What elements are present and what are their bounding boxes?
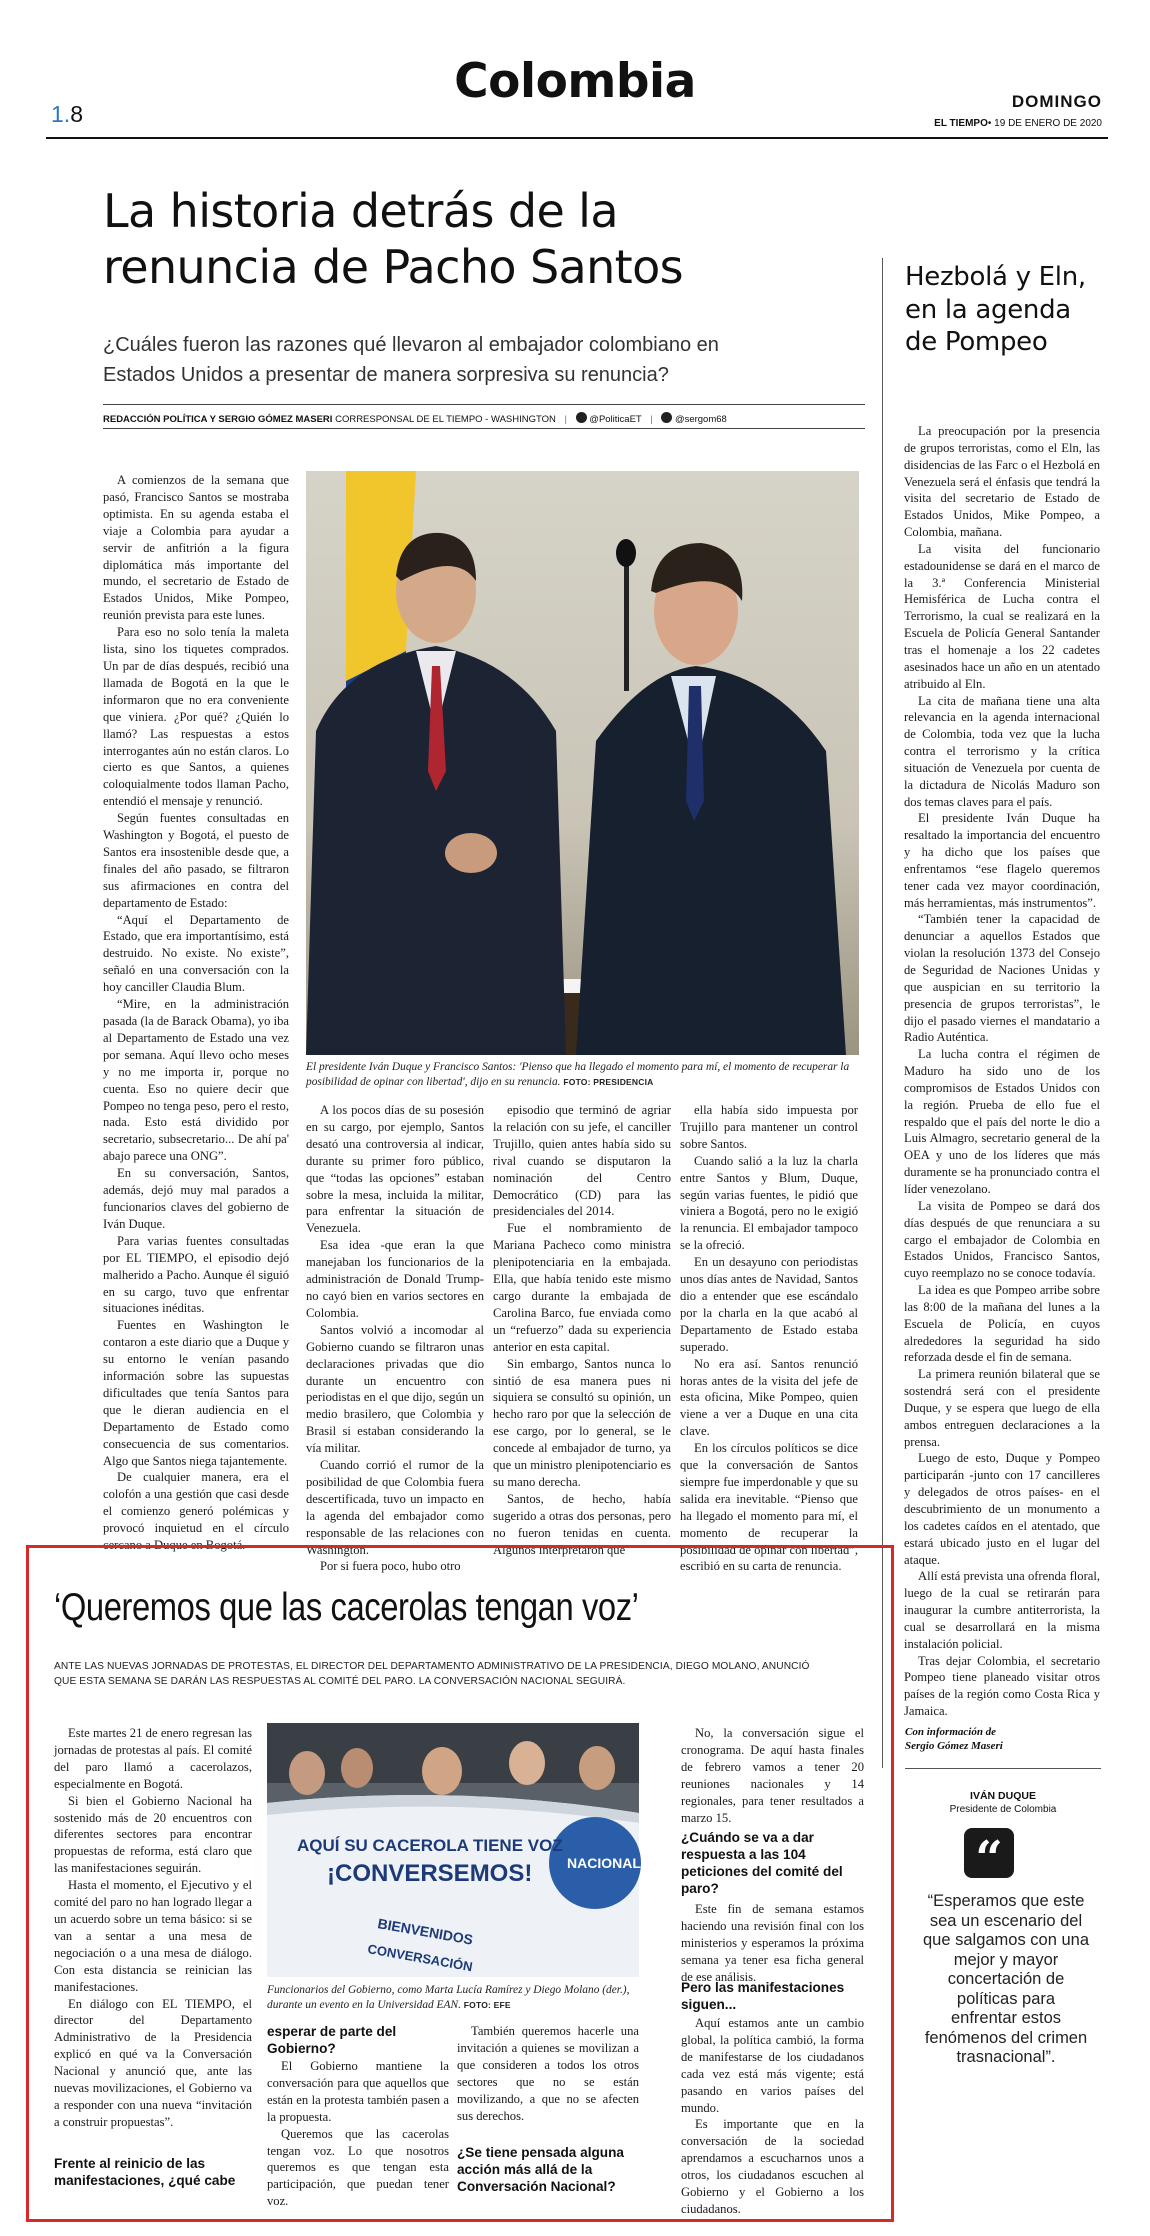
- interview-column-4a: [681, 1725, 864, 1835]
- sidebar-title: Hezbolá y Eln, en la agenda de Pompeo: [905, 262, 1086, 357]
- paragraph: La primera reunión bilateral que se sostendrá será con el presidente Duque, y se espera que luego de ella ambos entreguen declaraciones a la prensa.: [904, 1367, 1100, 1449]
- brand-name: EL TIEMPO: [934, 118, 988, 129]
- quote-attribution: [905, 1790, 1101, 1816]
- byline-separator: |: [564, 414, 568, 425]
- paragraph: Es importante que en la conversación de la sociedad aprendamos a escucharnos unos a otros, los ciudadanos escuchen al Gobierno y el Gobierno a los ciudadanos.: [681, 2117, 864, 2216]
- edition-date-line: [934, 118, 1102, 129]
- headline: La historia detrás de la renuncia de Pacho Santos: [103, 184, 684, 294]
- byline-role: CORRESPONSAL DE EL TIEMPO - WASHINGTON: [335, 414, 556, 425]
- paragraph: Luego de esto, Duque y Pompeo participarán -junto con 17 cancilleres y delegados de otros países- en el descubrimiento de un monumento a los cadetes caídos en el atentado, que estará ubicado justo en el lugar del ataque.: [904, 1451, 1100, 1567]
- interview-column-4c: [681, 2015, 864, 2215]
- byline: [103, 412, 727, 425]
- paragraph: La lucha contra el régimen de Maduro ha sido uno de los compromisos de Estados Unidos con la región. Prueba de ello fue el respaldo que el país del norte le dio a Luis Almagro, secretario general de la OEA y uno de los líderes que más duramente se ha pronunciado contra el líder venezolano.: [904, 1047, 1100, 1196]
- interview-question-3: ¿Cuándo se va a dar respuesta a las 104 peticiones del comité del paro?: [681, 1830, 843, 1896]
- main-column-1: [103, 472, 289, 1553]
- quote-name: IVÁN DUQUE: [970, 1790, 1036, 1802]
- paragraph: episodio que terminó de agriar la relación con su jefe, el canciller Trujillo, quien antes había sido su rival cuando se disputaron la nominación del Centro Democrático (CD) para las presidenciales del 2014.: [493, 1103, 671, 1219]
- interview-question-4: Pero las manifestaciones siguen...: [681, 1980, 845, 2012]
- interview-column-4b: [681, 1901, 864, 1984]
- subheadline: ¿Cuáles fueron las razones qué llevaron al embajador colombiano en Estados Unidos a presentar de manera sorpresiva su renuncia?: [103, 334, 719, 386]
- paragraph: En diálogo con EL TIEMPO, el director del Departamento Administrativo de la Presidencia explicó en qué va la Conversación Nacional y anunció que, ante las nuevas movilizaciones, el Gobierno va a responder con una nueva “invitación a construir propuestas”.: [54, 1996, 252, 2129]
- banner-text-3: BIENVENIDOS: [376, 1915, 475, 1948]
- paragraph: En los círculos políticos se dice que la conversación de Santos siempre fue imperdonable y que su salida era inevitable. “Pienso que ha llegado el momento para mí, el momento de recuperar la posibilidad de opinar con libertad”, escribió en su carta de renuncia.: [680, 1441, 859, 1574]
- main-photo-credit: FOTO: PRESIDENCIA: [563, 1076, 654, 1087]
- byline-top-rule: [103, 404, 865, 405]
- paragraph: Este fin de semana estamos haciendo una revisión final con los ministerios y esperamos la próxima semana ya tener esa ficha general de ese análisis.: [681, 1902, 864, 1984]
- paragraph: La idea es que Pompeo arribe sobre las 8:00 de la mañana del lunes a la Escuela de Policía, en cuyos alrededores la seguridad ha sido reforzada desde el fin de semana.: [904, 1283, 1100, 1365]
- paragraph: Esa idea -que eran la que manejaban los funcionarios de la administración de Donald Trump- no cayó bien en varios sectores en Colombia.: [306, 1238, 484, 1320]
- paragraph: También queremos hacerle una invitación a quienes se movilizan a que consideren a todos los otros sectores que no se están movilizando, a que no se afecten sus derechos.: [457, 2024, 639, 2123]
- paragraph: Queremos que las cacerolas tengan voz. Lo que nosotros queremos es que tengan esta participación, que puedan tener voz.: [267, 2126, 449, 2209]
- interview-column-1: [54, 1725, 252, 2153]
- header-rule: [46, 137, 1108, 139]
- interview-photo-credit: FOTO: EFE: [463, 1999, 511, 2010]
- interview-photo-caption-text: Funcionarios del Gobierno, como Marta Lucía Ramírez y Diego Molano (der.), durante un evento en la Universidad EAN.: [267, 1984, 630, 2011]
- main-column-4: [680, 1102, 859, 1574]
- paragraph: A los pocos días de su posesión en su cargo, por ejemplo, Santos desató una controversia al indicar, durante su primer foro público, que “todas las opciones” estaban sobre la mesa, incluida la militar, para enfrentar la situación de Venezuela.: [306, 1103, 484, 1236]
- interview-column-3: [457, 2023, 639, 2123]
- pull-quote: “Esperamos que este sea un escenario del que salgamos con una mejor y mayor concertación de políticas para enfrentar estos fenómenos del crimen trasnacional”.: [922, 1892, 1090, 2066]
- paragraph: No era así. Santos renunció horas antes de la visita del jefe de esta oficina, Mike Pompeo, quien viene a ver a Duque en una cita clave.: [680, 1356, 858, 1439]
- twitter-handle-politica[interactable]: @PoliticaET: [589, 414, 642, 425]
- interview-photo-caption: [267, 1983, 639, 2012]
- paragraph: Santos volvió a incomodar al Gobierno cuando se filtraron unas declaraciones privadas que dio durante un encuentro con periodistas en el que dijo, según un medio brasilero, que Colombia y Brasil si estaban considerando la vía militar.: [306, 1322, 484, 1456]
- quote-role: Presidente de Colombia: [949, 1804, 1057, 1815]
- interview-column-2: [267, 2058, 449, 2209]
- paragraph: La preocupación por la presencia de grupos terroristas, como el Eln, las disidencias de las Farc o el Hezbolá en Venezuela será el énfasis que tendrá la visita del secretario de Estado de Estados Unidos, Mike Pompeo, a Colombia, mañana.: [904, 424, 1100, 540]
- interview-intro: ANTE LAS NUEVAS JORNADAS DE PROTESTAS, EL DIRECTOR DEL DEPARTAMENTO ADMINISTRATIVO DE LA PRESIDENCIA, DIEGO MOLANO, ANUNCIÓ QUE ESTA SEMANA SE DARÁN LAS RESPUESTAS AL COMITÉ DEL PARO. LA CONVERSACIÓN NACIONAL SEGUIRÁ.: [54, 1661, 810, 1687]
- edition-date: • 19 DE ENERO DE 2020: [987, 118, 1102, 129]
- banner-text-4: CONVERSACIÓN: [366, 1941, 474, 1975]
- sidebar-credit-name: Sergio Gómez Maseri: [905, 1740, 1003, 1752]
- interview-question-2: ¿Se tiene pensada alguna acción más allá de la Conversación Nacional?: [457, 2145, 624, 2194]
- paragraph: El Gobierno mantiene la conversación para que aquellos que están en la protesta también pasen a la propuesta.: [267, 2059, 449, 2124]
- paragraph: De cualquier manera, era el colofón a una gestión que casi desde el comienzo generó polémicas y provocó inquietud en el círculo cercano a Duque en Bogotá.: [103, 1470, 289, 1553]
- main-photo-caption: [306, 1060, 859, 1089]
- paragraph: Aquí estamos ante un cambio global, la política cambió, la forma de manifestarse de los ciudadanos cada vez está más vigente; está pasando en varios países del mundo.: [681, 2016, 864, 2115]
- paragraph: Hasta el momento, el Ejecutivo y el comité del paro no han logrado llegar a un acuerdo sobre un tema básico: si se van a sentar a una mesa de negociación o a una mesa de diálogo. Con esta distancia se reinician las manifestaciones.: [54, 1878, 252, 1994]
- byline-authors: REDACCIÓN POLÍTICA Y SERGIO GÓMEZ MASERI: [103, 414, 333, 425]
- paragraph: En un desayuno con periodistas unos días antes de Navidad, Santos dio a entender que ese escándalo por la charla en la que acabó al Departamento de Estado estaba superado.: [680, 1255, 858, 1354]
- twitter-icon: [661, 412, 672, 423]
- paragraph: Allí está prevista una ofrenda floral, luego de la cual se retirarán para inaugurar la cumbre antiterrorista, la cual se desarrollará en la misma instalación policial.: [904, 1569, 1100, 1651]
- twitter-handle-sergom[interactable]: @sergom68: [674, 414, 727, 425]
- interview-question-1: Frente al reinicio de las manifestaciones, ¿qué cabe: [54, 2156, 236, 2188]
- paragraph: Cuando salió a la luz la charla entre Santos y Blum, Duque, según varias fuentes, le pidió que viniera a Bogotá, pero no le exigió la renuncia. El embajador tampoco se la ofreció.: [680, 1153, 858, 1253]
- interview-photo-illustration: [267, 1723, 639, 1977]
- quote-icon: “: [964, 1828, 1014, 1878]
- paragraph: A comienzos de la semana que pasó, Francisco Santos se mostraba optimista. En su agenda estaba el viaje a Colombia para ayudar a servir de anfitrión a la figura diplomática más importante del mundo, el secretario de Estado de Estados Unidos, Mike Pompeo, reunión prevista para este lunes.: [103, 473, 289, 623]
- twitter-icon: [576, 412, 587, 423]
- paragraph: “Aquí el Departamento de Estado, que era importantísimo, está destruido. No existe. No existe”, señaló en una conversación con la hoy canciller Claudia Blum.: [103, 912, 289, 995]
- paragraph: No, la conversación sigue el cronograma. De aquí hasta finales de febrero vamos a tener 20 reuniones nacionales y 14 regionales, para tener resultados a marzo 15.: [681, 1726, 864, 1825]
- sidebar-credit-label: Con información de: [905, 1726, 997, 1738]
- paragraph: Fue el nombramiento de Mariana Pacheco como ministra plenipotenciaria en la embajada. Ella, que había tenido este mismo cargo durante la embajada de Carolina Barco, fue enviada como un “refuerzo” dada su experiencia anterior en esta capital.: [493, 1221, 671, 1354]
- paragraph: Para eso no solo tenía la maleta lista, sino los tiquetes comprados. Un par de días después, recibió una llamada de Bogotá en la que le informaron que no era conveniente que viniera. ¿Por qué? ¿Quién lo llamó? Las respuestas a estos interrogantes aún no están claros. Lo cierto es que Santos, a quienes coloquialmente todos llaman Pacho, entendió el mensaje y renunció.: [103, 625, 289, 809]
- interview-headline: ‘Queremos que las cacerolas tengan voz’: [54, 1586, 639, 1629]
- banner-text-2: ¡CONVERSEMOS!: [327, 1860, 533, 1887]
- paragraph: Por si fuera poco, hubo otro: [320, 1559, 461, 1574]
- main-photo-caption-text: El presidente Iván Duque y Francisco Santos: 'Pienso que ha llegado el momento para mí, el momento de recuperar la posibilidad de opinar con libertad', dijo en su renuncia.: [306, 1061, 850, 1088]
- paragraph: Para varias fuentes consultadas por EL TIEMPO, el episodio dejó malherido a Pacho. Aunque él siguió en su cargo, tuvo que enfrentar situaciones inéditas.: [103, 1233, 289, 1316]
- section-title: Colombia: [454, 54, 696, 109]
- banner-text-side: NACIONAL: [567, 1855, 641, 1871]
- sidebar-credit: [905, 1725, 1101, 1753]
- byline-separator: |: [650, 414, 653, 425]
- interview-photo: [267, 1723, 639, 1977]
- paragraph: Tras dejar Colombia, el secretario Pompeo tiene planeado visitar otros países de la región como Costa Rica y Jamaica.: [904, 1653, 1100, 1719]
- paragraph: Fuentes en Washington le contaron a este diario que a Duque y su entorno le venían pasando información sobre las supuestas dificultades que tenía Santos para que le dieran audiencia en el Departamento de Estado como consecuencia de sus comentarios. Algo que Santos niega tajantemente.: [103, 1318, 289, 1468]
- page-number-prefix: 1.: [51, 101, 71, 127]
- banner-text-1: AQUÍ SU CACEROLA TIENE VOZ: [297, 1836, 563, 1855]
- paragraph: ella había sido impuesta por Trujillo para mantener un control sobre Santos.: [680, 1103, 858, 1151]
- paragraph: Cuando corrió el rumor de la posibilidad de que Colombia fuera descertificada, tuvo un impacto en la agenda del embajador como responsable de las relaciones con Washington.: [306, 1458, 484, 1557]
- interview-question-1-cont: esperar de parte del Gobierno?: [267, 2024, 397, 2056]
- paragraph: Santos, de hecho, había sugerido a otras dos personas, pero no fueron tenidas en cuenta. Algunos interpretaron que: [493, 1491, 671, 1557]
- paragraph: La visita del funcionario estadounidense se dará en el marco de la 3.ª Conferencia Ministerial Hemisférica de Lucha contra el Terrorismo, la cual se realizará en la Escuela de Policía General Santander tras el homenaje a los 22 cadetes asesinados hace un año en un atentado atribuido al Eln.: [904, 541, 1100, 691]
- main-photo: [306, 471, 859, 1055]
- page-number-value: 8: [70, 101, 83, 127]
- paragraph: La visita de Pompeo se dará dos días después de que renunciara a su cargo el embajador de Colombia en Estados Unidos, Francisco Santos, cuyo reemplazo no se conoce todavía.: [904, 1198, 1100, 1281]
- paragraph: Sin embargo, Santos nunca lo sintió de esa manera pues ni siquiera se consultó su opinión, un hecho raro por que la selección de ese cargo, por lo general, se le concede al embajador de turno, ya que un ministro plenipotenciario es su mano derecha.: [493, 1356, 671, 1489]
- paragraph: En su conversación, Santos, además, dejó muy mal parados a funcionarios claves del gobierno de Iván Duque.: [103, 1166, 289, 1231]
- paragraph: El presidente Iván Duque ha resaltado la importancia del encuentro y ha dicho que los países que enfrentamos “ese flagelo queremos tener cada vez mayor coordinación, más herramientas, más instrumentos”.: [904, 811, 1100, 910]
- sidebar-body: [904, 423, 1100, 1719]
- paragraph: “También tener la capacidad de denunciar a aquellos Estados que violan la resolución 1373 del Consejo de Seguridad de Naciones Unidas y que auspician en su territorio la presencia de grupos terroristas”, le dijo el pasado viernes el mandatario a Radio Auténtica.: [904, 912, 1100, 1045]
- byline-bottom-rule: [103, 428, 865, 429]
- main-column-2: [306, 1102, 484, 1574]
- sidebar-divider: [882, 258, 883, 1768]
- paragraph: Este martes 21 de enero regresan las jornadas de protestas al país. El comité del paro llamó a cacerolazos, especialmente en Bogotá.: [54, 1726, 252, 1791]
- edition-day: DOMINGO: [1011, 92, 1102, 111]
- main-photo-illustration: [306, 471, 859, 1055]
- paragraph: Según fuentes consultadas en Washington y Bogotá, el puesto de Santos era insostenible desde que, a finales del año pasado, se filtraron sus afirmaciones en contra del departamento de Estado:: [103, 811, 289, 910]
- paragraph: La cita de mañana tiene una alta relevancia en la agenda internacional de Colombia, toda vez que la lucha contra el terrorismo y la crítica situación de Venezuela por cuenta de la dictadura de Nicolás Maduro son dos temas claves para el país.: [904, 693, 1100, 809]
- sidebar-credit-rule: [905, 1768, 1101, 1769]
- paragraph: Si bien el Gobierno Nacional ha sostenido más de 20 encuentros con diferentes sectores para encontrar propuestas de reforma, está claro que las manifestaciones seguirán.: [54, 1793, 252, 1876]
- main-column-3: [493, 1102, 671, 1557]
- paragraph: “Mire, en la administración pasada (la de Barack Obama), yo iba al Departamento de Estado una vez por semana. Aquí llevo ocho meses y no me importa ir, porque no cuenta. Eso no quiere decir que Pompeo no tenga peso, pero el resto, nada. Esto está dividido por secretario, subsecretario... De ahí pa' abajo parece una ONG”.: [103, 997, 289, 1164]
